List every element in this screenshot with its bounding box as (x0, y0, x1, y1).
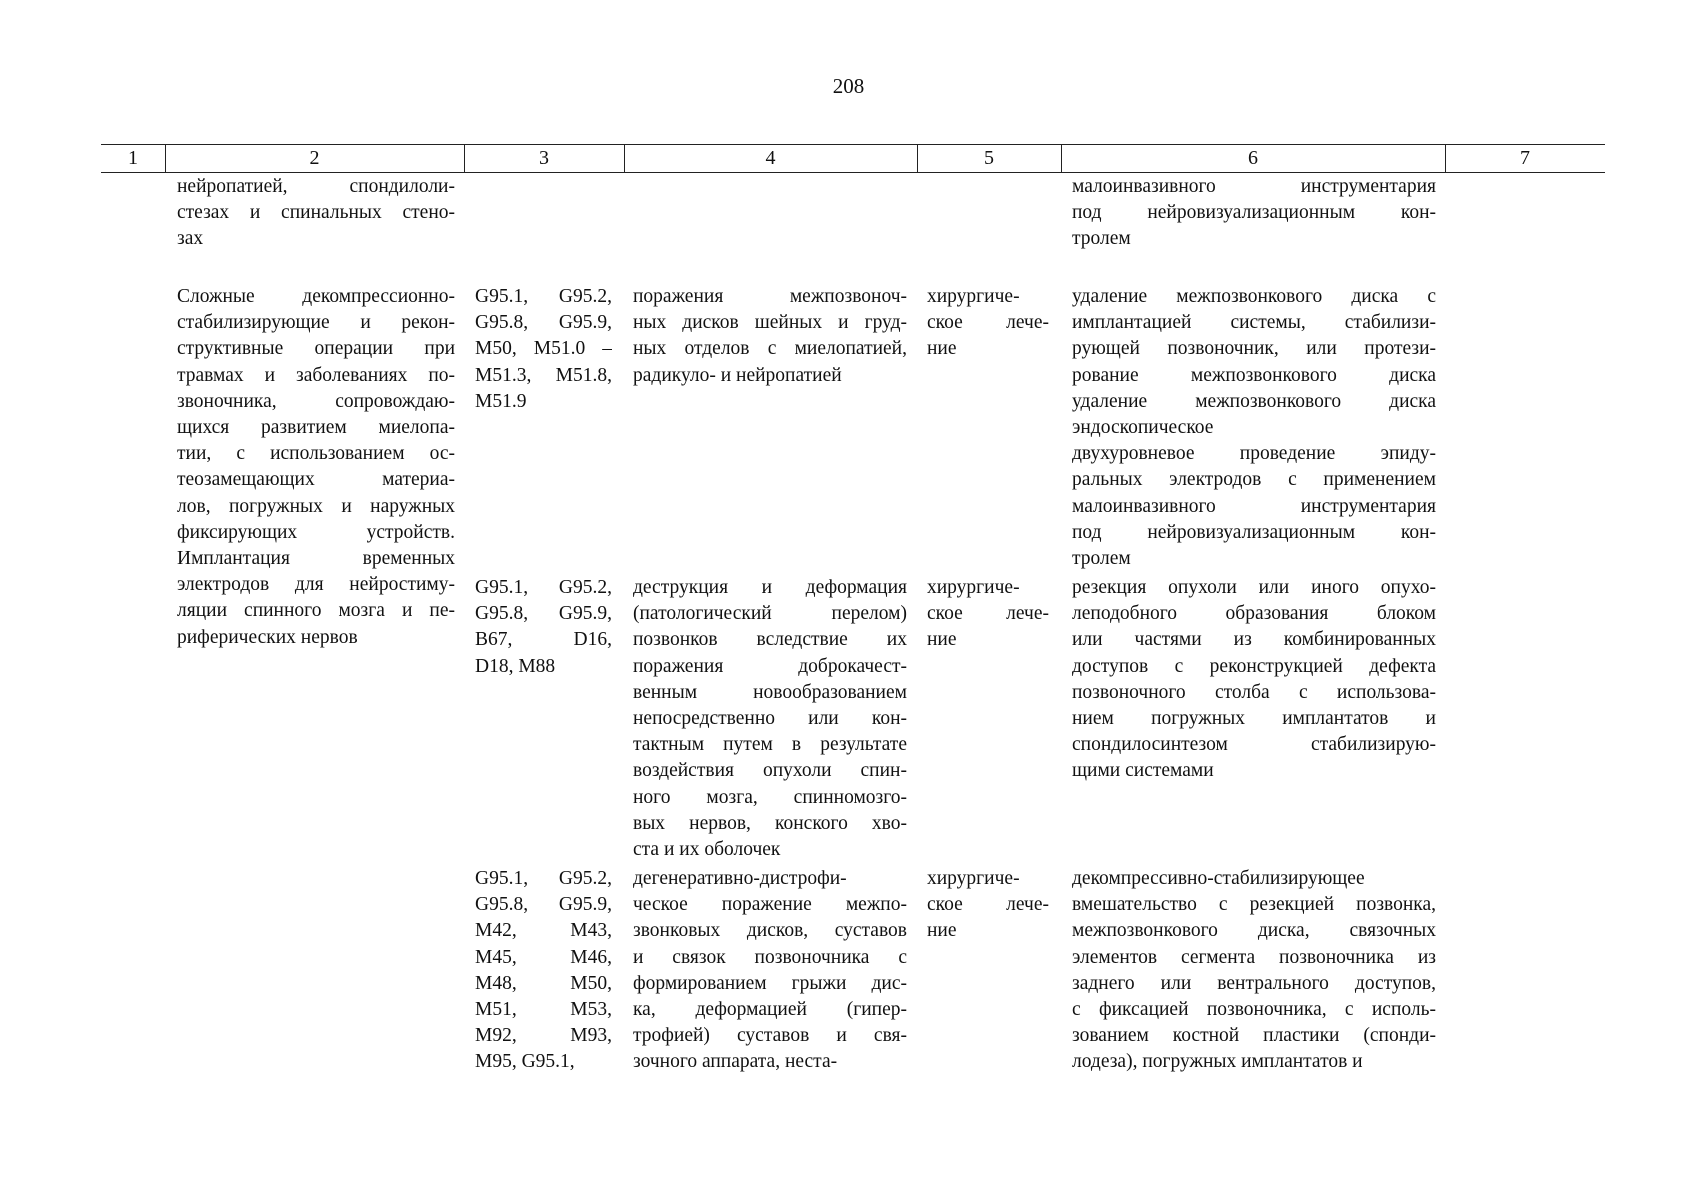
text-line: Имплантация временных (177, 548, 455, 570)
text-line: декомпрессивно-стабилизирующее (1072, 868, 1365, 889)
text-line: трофией) суставов и свя- (633, 1025, 907, 1047)
text-line: структивные операции при (177, 338, 455, 360)
text-line: тии, с использованием ос- (177, 443, 455, 465)
text-line: M95, G95.1, (475, 1051, 575, 1073)
text-line: леподобного образования блоком (1072, 603, 1436, 625)
text-line: M42, M43, (475, 920, 612, 942)
continuation-col2 (177, 174, 455, 253)
text-line: M45, M46, (475, 946, 612, 968)
text-line: поражения межпозвоноч- (633, 286, 907, 307)
header-col-3: 3 (539, 147, 549, 169)
text-line: вых нервов, конского хво- (633, 812, 907, 834)
text-line: ское лече- (927, 603, 1049, 625)
text-line: под нейровизуализационным кон- (1072, 521, 1436, 543)
group-procedure-name (177, 284, 455, 651)
text-line: ское лече- (927, 894, 1049, 916)
text-line: малоинвазивного инструментария (1072, 176, 1436, 197)
text-line: спондилосинтезом стабилизирую- (1072, 734, 1436, 756)
text-line: ных дисков шейных и груд- (633, 312, 907, 334)
text-line: лов, погружных и наружных (177, 495, 455, 517)
text-line: заднего или вентрального доступов, (1072, 972, 1436, 994)
text-line: и связок позвоночника с (633, 946, 907, 968)
text-line: D18, M88 (475, 655, 556, 677)
text-line: стезах и спинальных стено- (177, 202, 455, 224)
text-line: ское лече- (927, 312, 1049, 334)
text-line: воздействия опухоли спин- (633, 760, 907, 782)
page-number: 208 (832, 74, 865, 98)
text-line: хирургиче- (927, 286, 1020, 307)
row1-codes (475, 284, 612, 415)
text-line: G95.1, G95.2, (475, 286, 612, 307)
text-line: травмах и заболеваниях по- (177, 364, 455, 386)
text-line: электродов для нейростиму- (177, 574, 455, 596)
text-line: G95.8, G95.9, (475, 312, 612, 334)
row3-methods (1072, 866, 1436, 1076)
text-line: ного мозга, спинномозго- (633, 786, 907, 808)
text-line: B67, D16, (475, 629, 612, 651)
text-line: риферических нервов (177, 626, 358, 648)
text-line: ние (927, 920, 957, 942)
row3-diagnosis (633, 866, 907, 1076)
text-line: ста и их оболочек (633, 839, 781, 861)
header-col-2: 2 (309, 147, 320, 169)
text-line: G95.8, G95.9, (475, 603, 612, 625)
text-line: G95.1, G95.2, (475, 577, 612, 598)
text-line: (патологический перелом) (633, 603, 907, 625)
row2-methods (1072, 575, 1436, 785)
text-line: под нейровизуализационным кон- (1072, 202, 1436, 224)
text-line: Сложные декомпрессионно- (177, 286, 455, 307)
row1-methods (1072, 284, 1436, 572)
text-line: удаление межпозвонкового диска (1072, 390, 1436, 412)
text-line: имплантацией системы, стабилизи- (1072, 312, 1436, 334)
text-line: M51, M53, (475, 999, 612, 1021)
text-line: позвоночного столба с использова- (1072, 681, 1436, 703)
text-line: с фиксацией позвоночника, с исполь- (1072, 999, 1436, 1021)
row1-diagnosis (633, 284, 907, 389)
text-line: рование межпозвонкового диска (1072, 364, 1436, 386)
text-line: ние (927, 629, 957, 651)
header-col-4: 4 (765, 147, 776, 169)
text-line: позвонков вследствие их (633, 629, 907, 651)
row2-codes (475, 575, 612, 680)
text-line: венным новообразованием (633, 681, 907, 703)
text-line: малоинвазивного инструментария (1072, 495, 1436, 517)
text-line: деструкция и деформация (633, 577, 907, 598)
row2-treatment (927, 575, 1049, 654)
text-line: формированием грыжи дис- (633, 972, 907, 994)
header-col-1: 1 (128, 147, 138, 169)
text-line: звоночника, сопровождаю- (177, 390, 455, 412)
text-line: фиксирующих устройств. (177, 521, 455, 543)
text-line: радикуло- и нейропатией (633, 364, 842, 386)
text-line: G95.8, G95.9, (475, 894, 612, 916)
text-line: или частями из комбинированных (1072, 629, 1436, 651)
text-line: ральных электродов с применением (1072, 469, 1436, 491)
row3-treatment (927, 866, 1049, 945)
text-line: рующей позвоночник, или протези- (1072, 338, 1436, 360)
text-line: хирургиче- (927, 577, 1020, 598)
text-line: ка, деформацией (гипер- (633, 999, 907, 1021)
text-line: M51.3, M51.8, (475, 364, 612, 386)
text-line: стабилизирующие и рекон- (177, 312, 455, 334)
text-line: эндоскопическое (1072, 417, 1214, 439)
text-line: доступов с реконструкцией дефекта (1072, 655, 1436, 677)
text-line: щими системами (1072, 760, 1214, 782)
text-line: дегенеративно-дистрофи- (633, 868, 847, 889)
text-line: зованием костной пластики (спонди- (1072, 1025, 1436, 1047)
continuation-col6 (1072, 174, 1436, 253)
text-line: элементов сегмента позвоночника из (1072, 946, 1436, 968)
text-line: тролем (1072, 548, 1131, 570)
text-line: хирургиче- (927, 868, 1020, 889)
text-line: тактным путем в результате (633, 734, 907, 756)
text-line: зах (177, 228, 204, 250)
table-header-row (101, 144, 1605, 173)
text-line: нейропатией, спондилоли- (177, 176, 455, 197)
text-line: лодеза), погружных имплантатов и (1072, 1051, 1363, 1073)
header-col-5: 5 (984, 147, 994, 169)
text-line: тролем (1072, 228, 1131, 250)
text-line: M92, M93, (475, 1025, 612, 1047)
text-line: удаление межпозвонкового диска с (1072, 286, 1436, 307)
row2-diagnosis (633, 575, 907, 863)
header-col-6: 6 (1248, 147, 1258, 169)
text-line: межпозвонкового диска, связочных (1072, 920, 1436, 942)
text-line: ных отделов с миелопатией, (633, 338, 907, 360)
text-line: M50, M51.0 – (475, 338, 612, 360)
text-line: G95.1, G95.2, (475, 868, 612, 889)
text-line: двухуровневое проведение эпиду- (1072, 443, 1436, 465)
row1-treatment (927, 284, 1049, 363)
header-col-7: 7 (1520, 147, 1530, 169)
text-line: теозамещающих материа- (177, 469, 455, 491)
text-line: ляции спинного мозга и пе- (177, 600, 455, 622)
text-line: поражения доброкачест- (633, 655, 907, 677)
text-line: M48, M50, (475, 972, 612, 994)
text-line: ческое поражение межпо- (633, 894, 907, 916)
text-line: M51.9 (475, 390, 527, 412)
text-line: щихся развитием миелопа- (177, 417, 455, 439)
text-line: нием погружных имплантатов и (1072, 708, 1436, 730)
text-line: резекция опухоли или иного опухо- (1072, 577, 1436, 598)
text-line: непосредственно или кон- (633, 708, 907, 730)
row3-codes (475, 866, 612, 1076)
text-line: зочного аппарата, неста- (633, 1051, 838, 1073)
text-line: звонковых дисков, суставов (633, 920, 907, 942)
text-line: ние (927, 338, 957, 360)
text-line: вмешательство с резекцией позвонка, (1072, 894, 1436, 916)
